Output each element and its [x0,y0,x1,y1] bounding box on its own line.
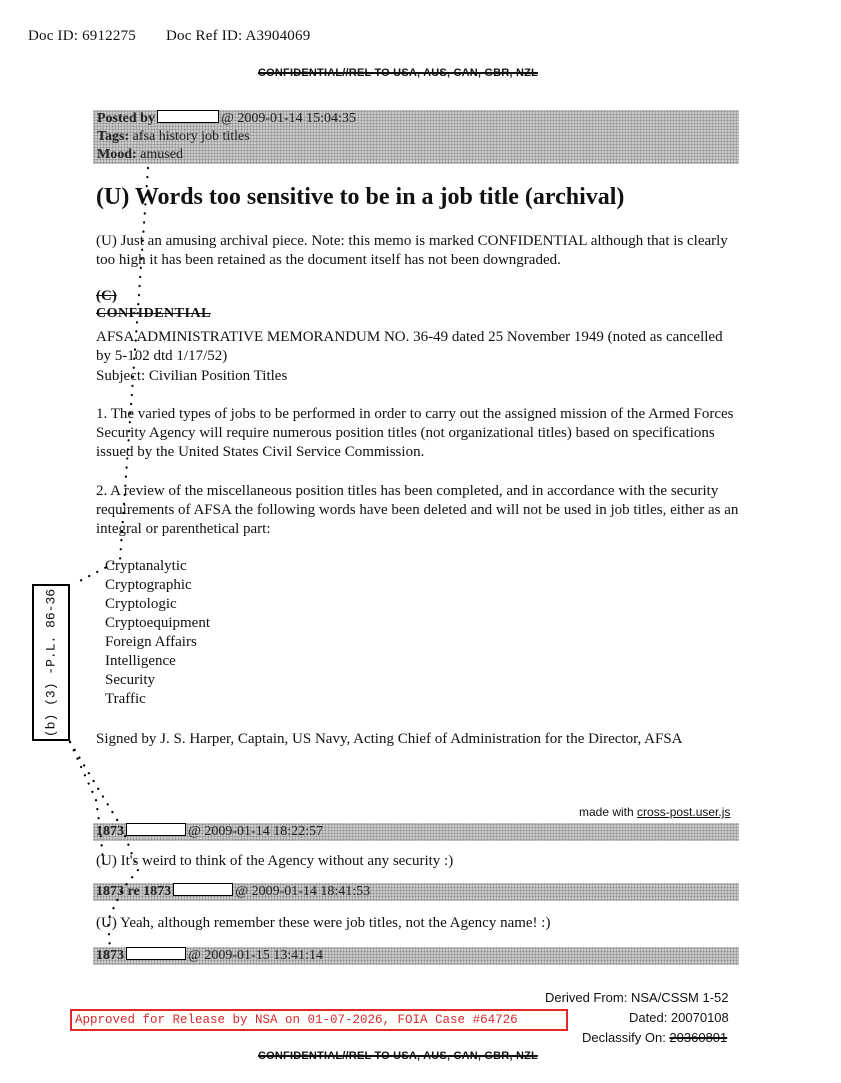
classification-bottom: CONFIDENTIAL//REL TO USA, AUS, CAN, GBR, NZL [258,1050,538,1062]
list-item: Cryptoequipment [105,615,210,631]
doc-id: Doc ID: 6912275 [28,28,136,44]
comment-id: 1873 [96,948,124,963]
declassify-on [582,1030,727,1045]
post-title: (U) Words too sensitive to be in a job title (archival) [96,184,625,210]
posted-label: Posted by [97,111,155,126]
doc-ref-id: Doc Ref ID: A3904069 [166,28,311,44]
memo-confidential: CONFIDENTIAL [96,306,211,321]
cross-post-link[interactable]: cross-post.user.js [637,805,731,819]
comment-date: @ 2009-01-14 18:41:53 [235,884,371,899]
comment-id: 1873 [96,824,124,839]
list-item: Security [105,672,155,688]
tags-label: Tags: [97,129,130,144]
classification-top: CONFIDENTIAL//REL TO USA, AUS, CAN, GBR, NZL [258,67,538,79]
mood-label: Mood: [97,147,137,162]
made-with-prefix: made with [579,805,638,819]
approved-for-release-stamp: Approved for Release by NSA on 01-07-2026, FOIA Case #64726 [70,1009,568,1031]
list-item: Cryptologic [105,596,177,612]
memo-paragraph-2: 2. A review of the miscellaneous position titles has been completed, and in accordance with the security requirements of AFSA the following words have been deleted and will not be used in job titles, either as an integral or parenthetical part: [96,483,739,537]
list-item: Cryptanalytic [105,558,187,574]
posted-date: @ 2009-01-14 15:04:35 [220,111,356,126]
comment-text: (U) It's weird to think of the Agency without any security :) [96,853,454,869]
comment-date: @ 2009-01-14 18:22:57 [188,824,323,839]
memo-paragraph-1: 1. The varied types of jobs to be performed in order to carry out the assigned mission of the Armed Forces Security Agency will require numerous position titles (not organizational titles) based on specifications issued by the United States Civil Service Commission. [96,406,734,460]
list-item: Cryptographic [105,577,192,593]
list-item: Intelligence [105,653,176,669]
memo-marking: (C) [96,288,117,304]
declassify-label: Declassify On: [582,1030,670,1045]
derived-from: Derived From: NSA/CSSM 1-52 [545,990,729,1005]
comment-id: 1873 re 1873 [96,884,172,899]
declassify-value: 20360801 [669,1030,728,1045]
memo-subject: Subject: Civilian Position Titles [96,368,288,384]
dated: Dated: 20070108 [629,1010,729,1025]
list-item: Traffic [105,691,146,707]
comment-date: @ 2009-01-15 13:41:14 [188,948,323,963]
post-intro: (U) Just an amusing archival piece. Note: this memo is marked CONFIDENTIAL although that is clearly too high it has been retained as the document itself has not been downgraded. [96,233,728,268]
tags-value[interactable]: afsa history job titles [132,129,250,144]
comment-text: (U) Yeah, although remember these were job titles, not the Agency name! :) [96,915,551,931]
list-item: Foreign Affairs [105,634,197,650]
memo-signature: Signed by J. S. Harper, Captain, US Navy, Acting Chief of Administration for the Director, AFSA [96,731,683,747]
mood-value: amused [140,147,183,162]
exemption-label: (b) (3) -P.L. 86-36 [43,588,59,737]
memo-heading: AFSA ADMINISTRATIVE MEMORANDUM NO. 36-49 dated 25 November 1949 (noted as cancelled by 5-102 dtd 1/17/52) [96,329,723,364]
